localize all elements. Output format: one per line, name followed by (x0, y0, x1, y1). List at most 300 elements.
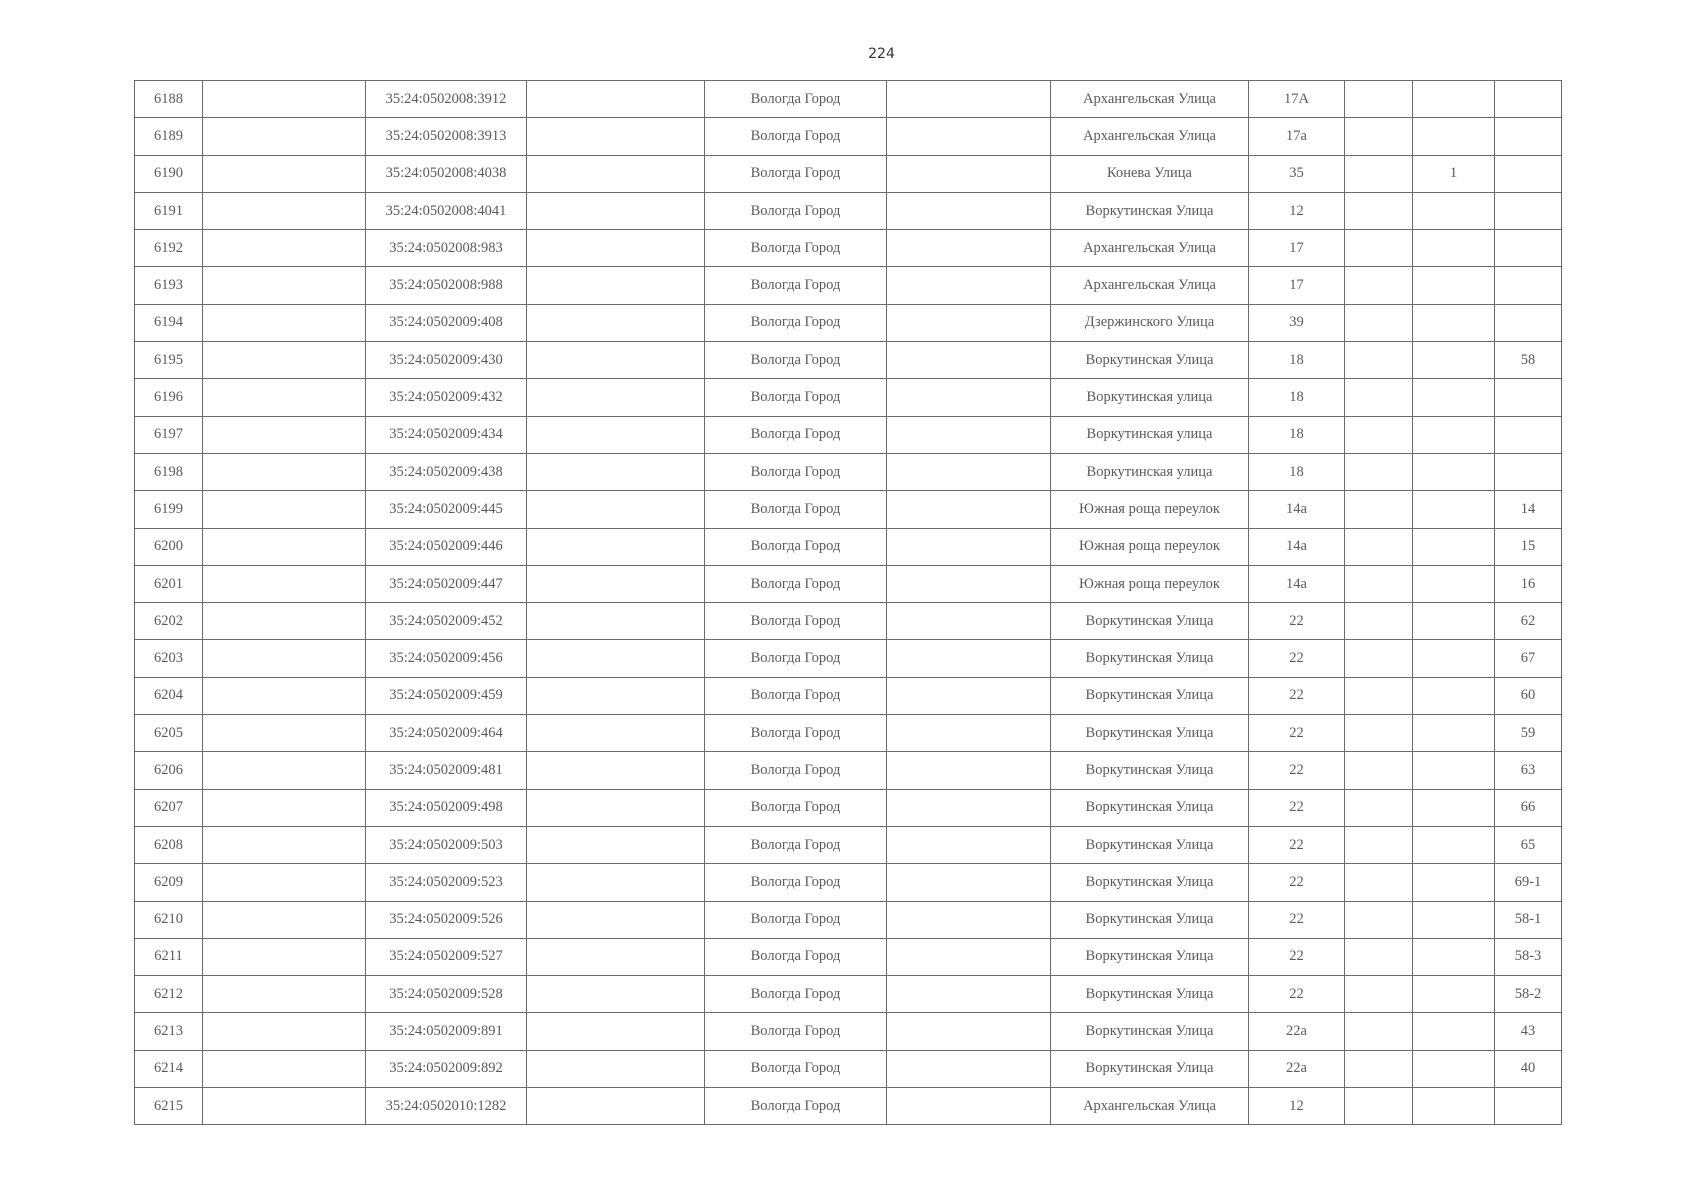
house-number-cell: 39 (1249, 304, 1345, 341)
building-cell (1413, 192, 1495, 229)
empty-cell (1345, 230, 1413, 267)
empty-cell (1345, 640, 1413, 677)
empty-cell (203, 155, 366, 192)
street-cell: Воркутинская Улица (1051, 752, 1249, 789)
house-number-cell: 22 (1249, 603, 1345, 640)
row-number-cell: 6210 (135, 901, 203, 938)
row-number-cell: 6212 (135, 976, 203, 1013)
empty-cell (203, 379, 366, 416)
house-number-cell: 22 (1249, 640, 1345, 677)
empty-cell (527, 453, 705, 490)
street-cell: Воркутинская улица (1051, 379, 1249, 416)
table-row (135, 901, 1562, 938)
apartment-cell (1495, 81, 1562, 118)
apartment-cell (1495, 1088, 1562, 1125)
building-cell (1413, 1013, 1495, 1050)
apartment-cell (1495, 453, 1562, 490)
empty-cell (887, 267, 1051, 304)
city-cell: Вологда Город (705, 864, 887, 901)
apartment-cell: 16 (1495, 565, 1562, 602)
building-cell (1413, 304, 1495, 341)
empty-cell (1345, 342, 1413, 379)
row-number-cell: 6198 (135, 453, 203, 490)
empty-cell (1345, 81, 1413, 118)
city-cell: Вологда Город (705, 1088, 887, 1125)
empty-cell (887, 640, 1051, 677)
cadastral-number-cell: 35:24:0502009:446 (366, 528, 527, 565)
table-row (135, 230, 1562, 267)
house-number-cell: 18 (1249, 379, 1345, 416)
empty-cell (527, 715, 705, 752)
street-cell: Воркутинская Улица (1051, 640, 1249, 677)
empty-cell (1345, 826, 1413, 863)
city-cell: Вологда Город (705, 304, 887, 341)
city-cell: Вологда Город (705, 789, 887, 826)
empty-cell (1345, 304, 1413, 341)
city-cell: Вологда Город (705, 342, 887, 379)
table-row (135, 976, 1562, 1013)
apartment-cell: 66 (1495, 789, 1562, 826)
table-row (135, 379, 1562, 416)
empty-cell (1345, 528, 1413, 565)
empty-cell (887, 81, 1051, 118)
row-number-cell: 6193 (135, 267, 203, 304)
empty-cell (887, 565, 1051, 602)
house-number-cell: 22 (1249, 976, 1345, 1013)
house-number-cell: 14а (1249, 565, 1345, 602)
empty-cell (887, 528, 1051, 565)
city-cell: Вологда Город (705, 1013, 887, 1050)
row-number-cell: 6214 (135, 1050, 203, 1087)
empty-cell (887, 752, 1051, 789)
cadastral-number-cell: 35:24:0502009:459 (366, 677, 527, 714)
table-row (135, 603, 1562, 640)
city-cell: Вологда Город (705, 81, 887, 118)
empty-cell (203, 1088, 366, 1125)
building-cell (1413, 81, 1495, 118)
street-cell: Воркутинская Улица (1051, 1050, 1249, 1087)
building-cell (1413, 1088, 1495, 1125)
city-cell: Вологда Город (705, 1050, 887, 1087)
city-cell: Вологда Город (705, 528, 887, 565)
street-cell: Конева Улица (1051, 155, 1249, 192)
city-cell: Вологда Город (705, 677, 887, 714)
apartment-cell (1495, 155, 1562, 192)
apartment-cell (1495, 118, 1562, 155)
empty-cell (203, 938, 366, 975)
table-row (135, 826, 1562, 863)
cadastral-number-cell: 35:24:0502009:523 (366, 864, 527, 901)
empty-cell (203, 230, 366, 267)
apartment-cell (1495, 416, 1562, 453)
empty-cell (527, 938, 705, 975)
empty-cell (203, 267, 366, 304)
empty-cell (1345, 1088, 1413, 1125)
empty-cell (1345, 416, 1413, 453)
building-cell (1413, 230, 1495, 267)
apartment-cell: 67 (1495, 640, 1562, 677)
row-number-cell: 6190 (135, 155, 203, 192)
house-number-cell: 22 (1249, 677, 1345, 714)
apartment-cell (1495, 192, 1562, 229)
building-cell (1413, 976, 1495, 1013)
table-row (135, 416, 1562, 453)
empty-cell (203, 491, 366, 528)
row-number-cell: 6192 (135, 230, 203, 267)
empty-cell (1345, 1050, 1413, 1087)
empty-cell (527, 1088, 705, 1125)
empty-cell (887, 416, 1051, 453)
empty-cell (887, 1050, 1051, 1087)
street-cell: Воркутинская Улица (1051, 901, 1249, 938)
empty-cell (887, 976, 1051, 1013)
empty-cell (887, 938, 1051, 975)
empty-cell (527, 864, 705, 901)
house-number-cell: 22 (1249, 752, 1345, 789)
table-row (135, 342, 1562, 379)
register-body (135, 81, 1562, 1125)
street-cell: Воркутинская улица (1051, 416, 1249, 453)
empty-cell (887, 491, 1051, 528)
empty-cell (527, 565, 705, 602)
street-cell: Воркутинская Улица (1051, 677, 1249, 714)
house-number-cell: 12 (1249, 1088, 1345, 1125)
page-number: 224 (868, 46, 895, 62)
city-cell: Вологда Город (705, 603, 887, 640)
empty-cell (203, 789, 366, 826)
empty-cell (1345, 901, 1413, 938)
empty-cell (887, 379, 1051, 416)
city-cell: Вологда Город (705, 416, 887, 453)
building-cell (1413, 752, 1495, 789)
house-number-cell: 17А (1249, 81, 1345, 118)
empty-cell (887, 603, 1051, 640)
building-cell (1413, 864, 1495, 901)
cadastral-number-cell: 35:24:0502009:432 (366, 379, 527, 416)
empty-cell (527, 342, 705, 379)
street-cell: Южная роща переулок (1051, 491, 1249, 528)
empty-cell (887, 789, 1051, 826)
row-number-cell: 6213 (135, 1013, 203, 1050)
apartment-cell (1495, 267, 1562, 304)
building-cell (1413, 901, 1495, 938)
row-number-cell: 6215 (135, 1088, 203, 1125)
row-number-cell: 6205 (135, 715, 203, 752)
city-cell: Вологда Город (705, 901, 887, 938)
apartment-cell: 60 (1495, 677, 1562, 714)
empty-cell (1345, 155, 1413, 192)
city-cell: Вологда Город (705, 715, 887, 752)
empty-cell (1345, 491, 1413, 528)
empty-cell (203, 1050, 366, 1087)
empty-cell (887, 230, 1051, 267)
empty-cell (527, 1013, 705, 1050)
building-cell (1413, 715, 1495, 752)
city-cell: Вологда Город (705, 192, 887, 229)
table-row (135, 677, 1562, 714)
empty-cell (887, 826, 1051, 863)
cadastral-number-cell: 35:24:0502009:430 (366, 342, 527, 379)
building-cell (1413, 342, 1495, 379)
street-cell: Дзержинского Улица (1051, 304, 1249, 341)
cadastral-number-cell: 35:24:0502009:481 (366, 752, 527, 789)
apartment-cell (1495, 230, 1562, 267)
empty-cell (527, 752, 705, 789)
row-number-cell: 6188 (135, 81, 203, 118)
city-cell: Вологда Город (705, 155, 887, 192)
empty-cell (1345, 864, 1413, 901)
row-number-cell: 6211 (135, 938, 203, 975)
house-number-cell: 17 (1249, 267, 1345, 304)
table-row (135, 565, 1562, 602)
empty-cell (1345, 267, 1413, 304)
row-number-cell: 6196 (135, 379, 203, 416)
cadastral-number-cell: 35:24:0502009:892 (366, 1050, 527, 1087)
cadastral-number-cell: 35:24:0502009:408 (366, 304, 527, 341)
street-cell: Воркутинская Улица (1051, 976, 1249, 1013)
empty-cell (203, 118, 366, 155)
empty-cell (527, 789, 705, 826)
empty-cell (1345, 976, 1413, 1013)
empty-cell (1345, 379, 1413, 416)
city-cell: Вологда Город (705, 491, 887, 528)
empty-cell (527, 677, 705, 714)
row-number-cell: 6191 (135, 192, 203, 229)
cadastral-number-cell: 35:24:0502008:3912 (366, 81, 527, 118)
street-cell: Архангельская Улица (1051, 81, 1249, 118)
building-cell: 1 (1413, 155, 1495, 192)
row-number-cell: 6201 (135, 565, 203, 602)
city-cell: Вологда Город (705, 826, 887, 863)
cadastral-number-cell: 35:24:0502009:498 (366, 789, 527, 826)
empty-cell (1345, 789, 1413, 826)
street-cell: Воркутинская Улица (1051, 789, 1249, 826)
empty-cell (527, 81, 705, 118)
empty-cell (203, 640, 366, 677)
empty-cell (887, 453, 1051, 490)
cadastral-number-cell: 35:24:0502010:1282 (366, 1088, 527, 1125)
empty-cell (203, 826, 366, 863)
apartment-cell: 40 (1495, 1050, 1562, 1087)
street-cell: Воркутинская Улица (1051, 864, 1249, 901)
empty-cell (1345, 565, 1413, 602)
table-row (135, 864, 1562, 901)
table-row (135, 640, 1562, 677)
building-cell (1413, 267, 1495, 304)
empty-cell (527, 155, 705, 192)
empty-cell (527, 379, 705, 416)
empty-cell (1345, 192, 1413, 229)
house-number-cell: 22а (1249, 1050, 1345, 1087)
empty-cell (203, 864, 366, 901)
empty-cell (887, 901, 1051, 938)
apartment-cell: 58-3 (1495, 938, 1562, 975)
empty-cell (887, 715, 1051, 752)
empty-cell (527, 416, 705, 453)
row-number-cell: 6194 (135, 304, 203, 341)
empty-cell (527, 304, 705, 341)
street-cell: Воркутинская Улица (1051, 603, 1249, 640)
row-number-cell: 6199 (135, 491, 203, 528)
empty-cell (527, 826, 705, 863)
house-number-cell: 22 (1249, 901, 1345, 938)
cadastral-number-cell: 35:24:0502009:527 (366, 938, 527, 975)
row-number-cell: 6209 (135, 864, 203, 901)
property-register-table (134, 80, 1562, 1125)
empty-cell (203, 81, 366, 118)
city-cell: Вологда Город (705, 453, 887, 490)
city-cell: Вологда Город (705, 379, 887, 416)
table-row (135, 528, 1562, 565)
building-cell (1413, 640, 1495, 677)
table-row (135, 118, 1562, 155)
building-cell (1413, 379, 1495, 416)
building-cell (1413, 118, 1495, 155)
empty-cell (203, 976, 366, 1013)
house-number-cell: 35 (1249, 155, 1345, 192)
house-number-cell: 18 (1249, 416, 1345, 453)
empty-cell (203, 304, 366, 341)
empty-cell (527, 1050, 705, 1087)
building-cell (1413, 416, 1495, 453)
table-row (135, 715, 1562, 752)
table-row (135, 192, 1562, 229)
empty-cell (203, 565, 366, 602)
building-cell (1413, 938, 1495, 975)
row-number-cell: 6189 (135, 118, 203, 155)
empty-cell (203, 1013, 366, 1050)
house-number-cell: 14а (1249, 528, 1345, 565)
empty-cell (1345, 938, 1413, 975)
empty-cell (887, 677, 1051, 714)
empty-cell (203, 342, 366, 379)
apartment-cell: 59 (1495, 715, 1562, 752)
table-row (135, 81, 1562, 118)
cadastral-number-cell: 35:24:0502008:4038 (366, 155, 527, 192)
empty-cell (527, 901, 705, 938)
empty-cell (1345, 1013, 1413, 1050)
building-cell (1413, 453, 1495, 490)
empty-cell (1345, 715, 1413, 752)
house-number-cell: 22а (1249, 1013, 1345, 1050)
cadastral-number-cell: 35:24:0502008:988 (366, 267, 527, 304)
city-cell: Вологда Город (705, 230, 887, 267)
house-number-cell: 22 (1249, 715, 1345, 752)
apartment-cell: 14 (1495, 491, 1562, 528)
street-cell: Архангельская Улица (1051, 118, 1249, 155)
building-cell (1413, 565, 1495, 602)
empty-cell (887, 1088, 1051, 1125)
house-number-cell: 18 (1249, 453, 1345, 490)
table-row (135, 155, 1562, 192)
empty-cell (527, 976, 705, 1013)
table-row (135, 453, 1562, 490)
apartment-cell: 69-1 (1495, 864, 1562, 901)
building-cell (1413, 1050, 1495, 1087)
street-cell: Воркутинская улица (1051, 453, 1249, 490)
building-cell (1413, 789, 1495, 826)
empty-cell (527, 118, 705, 155)
empty-cell (887, 342, 1051, 379)
apartment-cell (1495, 304, 1562, 341)
row-number-cell: 6200 (135, 528, 203, 565)
cadastral-number-cell: 35:24:0502009:447 (366, 565, 527, 602)
house-number-cell: 14а (1249, 491, 1345, 528)
cadastral-number-cell: 35:24:0502008:983 (366, 230, 527, 267)
house-number-cell: 17а (1249, 118, 1345, 155)
table-row (135, 752, 1562, 789)
street-cell: Воркутинская Улица (1051, 192, 1249, 229)
house-number-cell: 17 (1249, 230, 1345, 267)
house-number-cell: 22 (1249, 789, 1345, 826)
cadastral-number-cell: 35:24:0502009:456 (366, 640, 527, 677)
empty-cell (887, 192, 1051, 229)
apartment-cell: 58-1 (1495, 901, 1562, 938)
row-number-cell: 6208 (135, 826, 203, 863)
building-cell (1413, 826, 1495, 863)
city-cell: Вологда Город (705, 976, 887, 1013)
row-number-cell: 6195 (135, 342, 203, 379)
row-number-cell: 6206 (135, 752, 203, 789)
house-number-cell: 22 (1249, 938, 1345, 975)
cadastral-number-cell: 35:24:0502009:503 (366, 826, 527, 863)
apartment-cell: 58 (1495, 342, 1562, 379)
apartment-cell: 65 (1495, 826, 1562, 863)
empty-cell (203, 528, 366, 565)
cadastral-number-cell: 35:24:0502009:464 (366, 715, 527, 752)
empty-cell (527, 640, 705, 677)
cadastral-number-cell: 35:24:0502008:3913 (366, 118, 527, 155)
empty-cell (203, 416, 366, 453)
cadastral-number-cell: 35:24:0502009:528 (366, 976, 527, 1013)
empty-cell (203, 192, 366, 229)
cadastral-number-cell: 35:24:0502009:891 (366, 1013, 527, 1050)
empty-cell (887, 864, 1051, 901)
empty-cell (203, 677, 366, 714)
empty-cell (1345, 453, 1413, 490)
empty-cell (203, 453, 366, 490)
street-cell: Воркутинская Улица (1051, 826, 1249, 863)
row-number-cell: 6204 (135, 677, 203, 714)
house-number-cell: 12 (1249, 192, 1345, 229)
building-cell (1413, 603, 1495, 640)
city-cell: Вологда Город (705, 267, 887, 304)
city-cell: Вологда Город (705, 640, 887, 677)
building-cell (1413, 491, 1495, 528)
house-number-cell: 22 (1249, 826, 1345, 863)
empty-cell (1345, 118, 1413, 155)
house-number-cell: 22 (1249, 864, 1345, 901)
table-row (135, 491, 1562, 528)
cadastral-number-cell: 35:24:0502008:4041 (366, 192, 527, 229)
empty-cell (203, 901, 366, 938)
city-cell: Вологда Город (705, 118, 887, 155)
empty-cell (527, 603, 705, 640)
empty-cell (887, 304, 1051, 341)
table-row (135, 267, 1562, 304)
apartment-cell: 63 (1495, 752, 1562, 789)
street-cell: Воркутинская Улица (1051, 1013, 1249, 1050)
table-row (135, 1050, 1562, 1087)
empty-cell (1345, 752, 1413, 789)
apartment-cell: 58-2 (1495, 976, 1562, 1013)
building-cell (1413, 528, 1495, 565)
street-cell: Воркутинская Улица (1051, 715, 1249, 752)
empty-cell (887, 1013, 1051, 1050)
street-cell: Воркутинская Улица (1051, 342, 1249, 379)
street-cell: Архангельская Улица (1051, 267, 1249, 304)
building-cell (1413, 677, 1495, 714)
